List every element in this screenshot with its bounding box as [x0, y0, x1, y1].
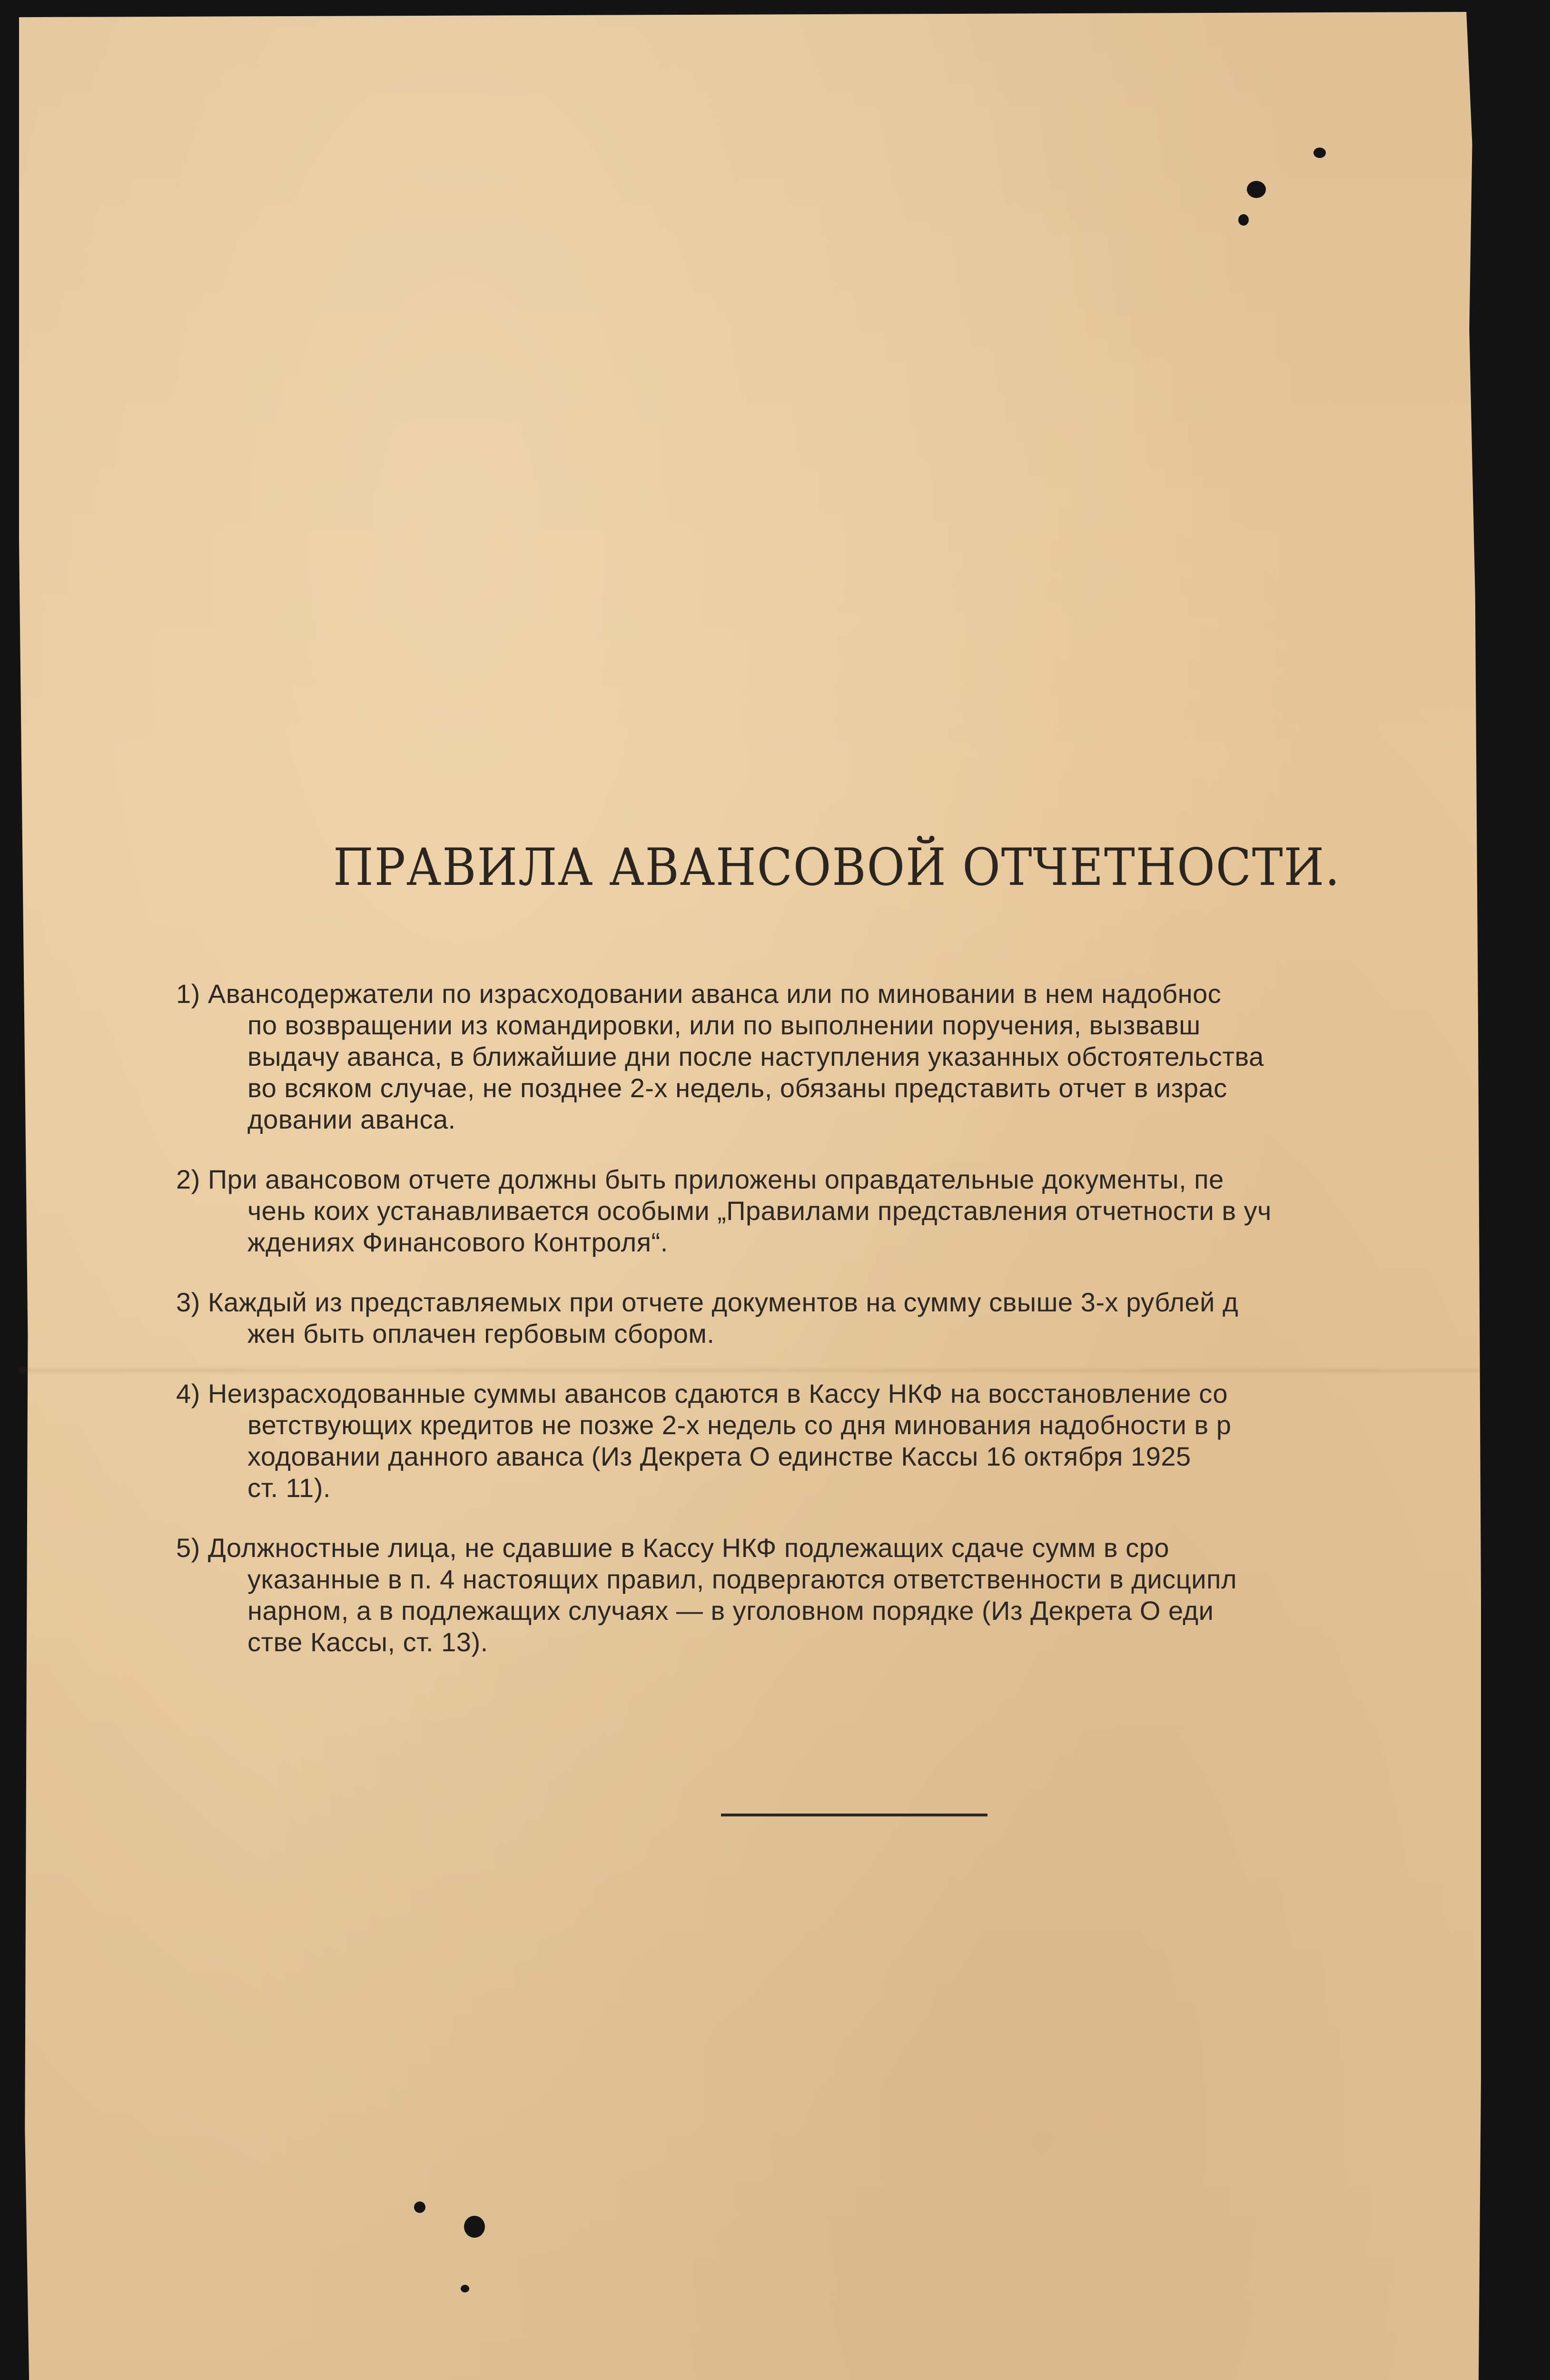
closing-divider	[721, 1814, 987, 1816]
rule-line: во всяком случае, не позднее 2-х недель, обязаны представить отчет в израс	[247, 1073, 1227, 1103]
paper-damage-hole	[461, 2285, 469, 2292]
rule-line: довании аванса.	[247, 1104, 456, 1134]
document-title: ПРАВИЛА АВАНСОВОЙ ОТЧЕТНОСТИ.	[333, 838, 1341, 897]
rule-line: 3) Каждый из представляемых при отчете документов на сумму свыше 3-х рублей д	[176, 1287, 1239, 1317]
rule-line: жен быть оплачен гербовым сбором.	[247, 1319, 715, 1349]
rule-line: 1) Авансодержатели по израсходовании аванса или по миновании в нем надобнос	[176, 979, 1222, 1009]
rule-line: ходовании данного аванса (Из Декрета О единстве Кассы 16 октября 1925	[247, 1441, 1191, 1471]
paper-damage-hole	[414, 2202, 425, 2213]
rule-line: ст. 11).	[247, 1473, 331, 1503]
rule-line: стве Кассы, ст. 13).	[247, 1627, 488, 1657]
paper-damage-hole	[1247, 181, 1266, 198]
rule-line: нарном, а в подлежащих случаях — в уголовном порядке (Из Декрета О еди	[247, 1596, 1214, 1626]
rule-item	[176, 1532, 1480, 1658]
rule-line: указанные в п. 4 настоящих правил, подвергаются ответственности в дисципл	[247, 1564, 1237, 1594]
rule-line: выдачу аванса, в ближайшие дни после наступления указанных обстоятельства	[247, 1041, 1264, 1071]
rule-item	[176, 1287, 1480, 1349]
rule-line: по возвращении из командировки, или по выполнении поручения, вызвавш	[247, 1010, 1201, 1040]
rule-line: 5) Должностные лица, не сдавшие в Кассу НКФ подлежащих сдаче сумм в сро	[176, 1533, 1169, 1563]
rule-line: 2) При авансовом отчете должны быть приложены оправдательные документы, пе	[176, 1164, 1224, 1194]
rule-line: ветствующих кредитов не позже 2-х недель со дня минования надобности в р	[247, 1410, 1232, 1440]
paper-damage-hole	[1238, 214, 1249, 226]
rule-item	[176, 978, 1480, 1135]
rule-item	[176, 1164, 1480, 1258]
rule-line: чень коих устанавливается особыми „Правилами представления отчетности в уч	[247, 1196, 1272, 1226]
rules-list	[176, 978, 1480, 1686]
rule-line: 4) Неизрасходованные суммы авансов сдаются в Кассу НКФ на восстановление со	[176, 1378, 1228, 1408]
rule-item	[176, 1378, 1480, 1504]
rule-line: ждениях Финансового Контроля“.	[247, 1227, 668, 1257]
paper-damage-hole	[1313, 148, 1326, 158]
paper-damage-hole	[464, 2216, 485, 2238]
